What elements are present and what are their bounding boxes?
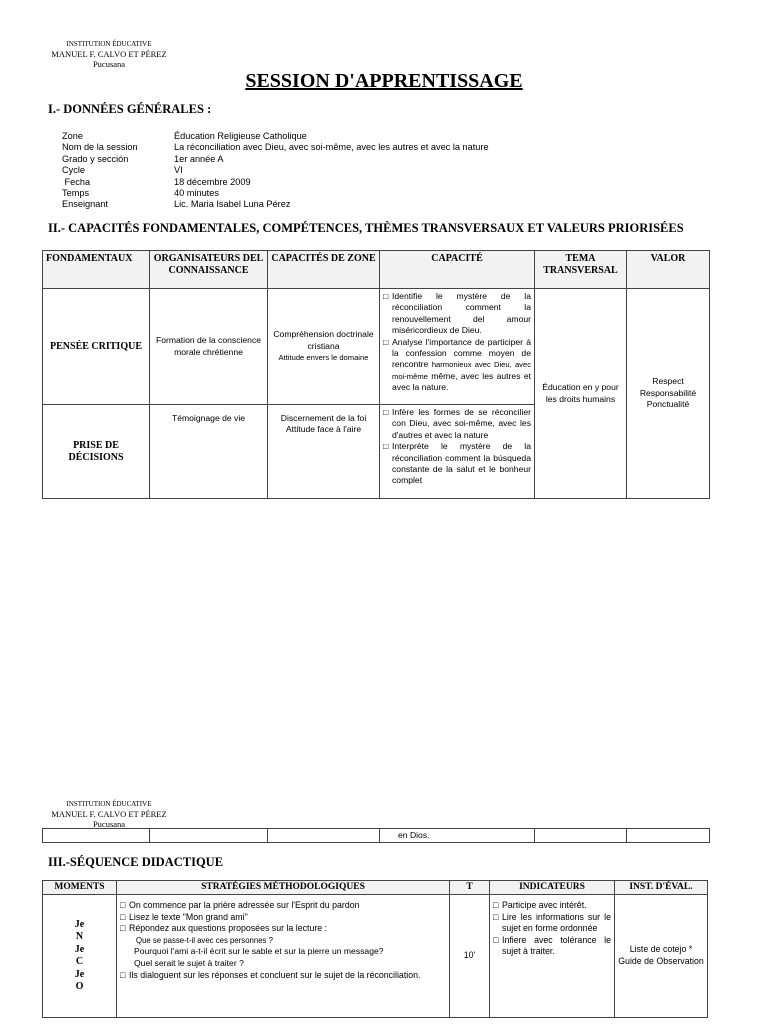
section-heading-capacities: II.- CAPACITÉS FONDAMENTALES, COMPÉTENCES, THÈMES TRANSVERSAUX ET VALEURS PRIORISÉES [48,221,684,235]
checkbox-icon: □ [493,934,499,945]
checkbox-icon: □ [493,911,499,922]
general-data-table [62,131,489,211]
moment-letter: O [75,981,84,992]
strategy-cell [117,895,450,1018]
general-data-value: Lic. Maria Isabel Luna Pérez [174,199,291,210]
time-cell: 10' [450,895,490,1018]
table-row [43,895,708,1018]
general-data-value: Éducation Religieuse Catholique [174,131,307,141]
capacity-item [383,407,531,441]
capacity-item [383,291,531,337]
moment-letter: Je [74,968,85,980]
organiser-cell: Formation de la conscience morale chrétienne [150,289,268,405]
col-header-time: T [450,881,490,895]
institution-label: INSTITUTION ÉDUCATIVE [66,800,152,808]
checkbox-icon: □ [120,923,126,934]
general-data-key: Enseignant [62,199,108,210]
checkbox-icon: □ [383,407,389,417]
institution-header [44,799,174,829]
general-data-value: 18 décembre 2009 [174,176,251,187]
checkbox-icon: □ [383,441,389,452]
moment-letter: Je [74,943,85,955]
col-header-strategies: STRATÉGIES MÉTHODOLOGIQUES [117,881,450,895]
col-header-area-capacities: CAPACITÉS DE ZONE [268,251,380,289]
area-capacity-cell [268,405,380,499]
area-capacity-line: Compréhension doctrinale cristiana [273,329,374,351]
moment-label [46,919,113,994]
institution-header [44,39,174,69]
capacity-text: Interprète le mystère de la réconciliation comment la búsqueda constante de la salut et le bonheur complet [392,441,531,486]
capacity-item [383,337,531,394]
general-data-value: 1er année A [174,153,224,164]
table-row [43,829,710,843]
general-data-key: Nom de la session [62,142,138,153]
capacities-table [42,250,710,499]
question-item: Pourquoi l'ami a-t-il écrit sur le sable et sur la pierre un message? [134,946,384,957]
institution-label: INSTITUTION ÉDUCATIVE [66,40,152,48]
moment-letter: N [75,931,84,942]
capacity-text: Infère les formes de se réconcilier con Dieu, avec soi-même, avec les d'autres et avec la nature [392,407,531,440]
sequence-table [42,880,708,1018]
capacities-table-continuation [42,828,710,843]
general-data-row [62,142,489,153]
general-data-row [62,154,489,165]
indicator-item: □ Infiere avec tolérance le sujet à traiter. [493,934,611,957]
question-item: Quel serait le sujet à traiter ? [134,957,244,968]
strategy-item: □ Lisez le texte "Mon grand ami" [120,911,248,922]
indicator-item: □ Lire les informations sur le sujet en forme ordonnée [493,911,611,934]
capacity-text: Identifie le mystère de la réconciliation comment la renouvellement del amour miséricordieux de Dieu. [392,291,531,336]
general-data-key: Fecha [62,176,91,187]
area-capacity-cell [268,289,380,405]
col-header-fundamentals: FONDAMENTAUX [43,251,150,289]
area-capacity-line: Discernement de la foi [280,413,367,423]
general-data-key: Temps [62,188,90,199]
col-header-capacity: CAPACITÉ [380,251,535,289]
transversal-cell: Éducation en y pour les droits humains [535,289,627,499]
section-heading-general: I.- DONNÉES GÉNÉRALES : [48,102,212,116]
institution-name: MANUEL F. CALVO ET PÉREZ [51,809,167,819]
col-header-organisers: ORGANISATEURS DEL CONNAISSANCE [150,251,268,289]
col-header-transversal: TEMA TRANSVERSAL [535,251,627,289]
strategy-item: □ On commence par la prière adressée sur l'Esprit du pardon [120,900,360,910]
capacity-cell [380,289,535,405]
general-data-value: 40 minutes [174,188,219,199]
col-header-moments: MOMENTS [43,881,117,895]
document-title: SESSION D'APPRENTISSAGE [245,70,523,92]
institution-name: MANUEL F. CALVO ET PÉREZ [51,49,167,59]
value-cell: Respect Responsabilité Ponctualité [627,289,710,499]
strategy-item: □ Répondez aux questions proposées sur la lecture : [120,923,328,934]
general-data-row [62,199,489,210]
checkbox-icon: □ [120,911,126,922]
checkbox-icon: □ [493,900,499,910]
general-data-key: Zone [62,131,83,141]
indicator-item: □ Participe avec intérêt. [493,900,587,910]
general-data-value: La réconciliation avec Dieu, avec soi-même, avec les autres et avec la nature [174,142,489,153]
section-heading-sequence: III.-SÉQUENCE DIDACTIQUE [48,855,224,869]
col-header-indicators: INDICATEURS [490,881,615,895]
checkbox-icon: □ [120,969,126,980]
institution-location: Pucusana [92,59,126,69]
area-capacity-line: Attitude face à l'aire [285,424,362,435]
col-header-value: VALOR [627,251,710,289]
instrument-cell: Liste de cotejo * Guide de Observation [615,895,708,1018]
general-data-key: Cycle [62,165,85,176]
moment-cell [43,895,117,1018]
checkbox-icon: □ [383,336,389,347]
moment-letter: Je [74,918,85,930]
capacity-text: Analyse l'importance de participer à la confession comme moyen de rencontre harmonieux avec Dieu, avec moi-même même, avec les autres et avec la nature. [392,336,531,393]
general-data-value: VI [174,165,183,176]
checkbox-icon: □ [383,291,389,301]
col-header-instruments: INST. D'ÉVAL. [615,881,708,895]
capacity-item [383,441,531,487]
question-item: Que se passe-t-il avec ces personnes ? [136,935,273,945]
capacity-cell [380,405,535,499]
general-data-key: Grado y sección [62,153,129,164]
area-capacity-line: Attitude envers le domaine [278,353,369,363]
general-data-row [62,177,489,188]
general-data-row [62,188,489,199]
strategy-item: □ Ils dialoguent sur les réponses et concluent sur le sujet de la réconciliation. [120,969,421,980]
capacity-cell: en Dios. [380,829,535,843]
general-data-row [62,131,489,142]
organiser-cell: Témoignage de vie [150,405,268,499]
indicator-cell [490,895,615,1018]
fundamental-cell: PENSÉE CRITIQUE [43,289,150,405]
institution-location: Pucusana [92,819,126,829]
table-row [43,289,710,405]
moment-letter: C [75,956,84,967]
checkbox-icon: □ [120,900,126,910]
general-data-row [62,165,489,176]
fundamental-cell: PRISE DE DÉCISIONS [43,405,150,499]
